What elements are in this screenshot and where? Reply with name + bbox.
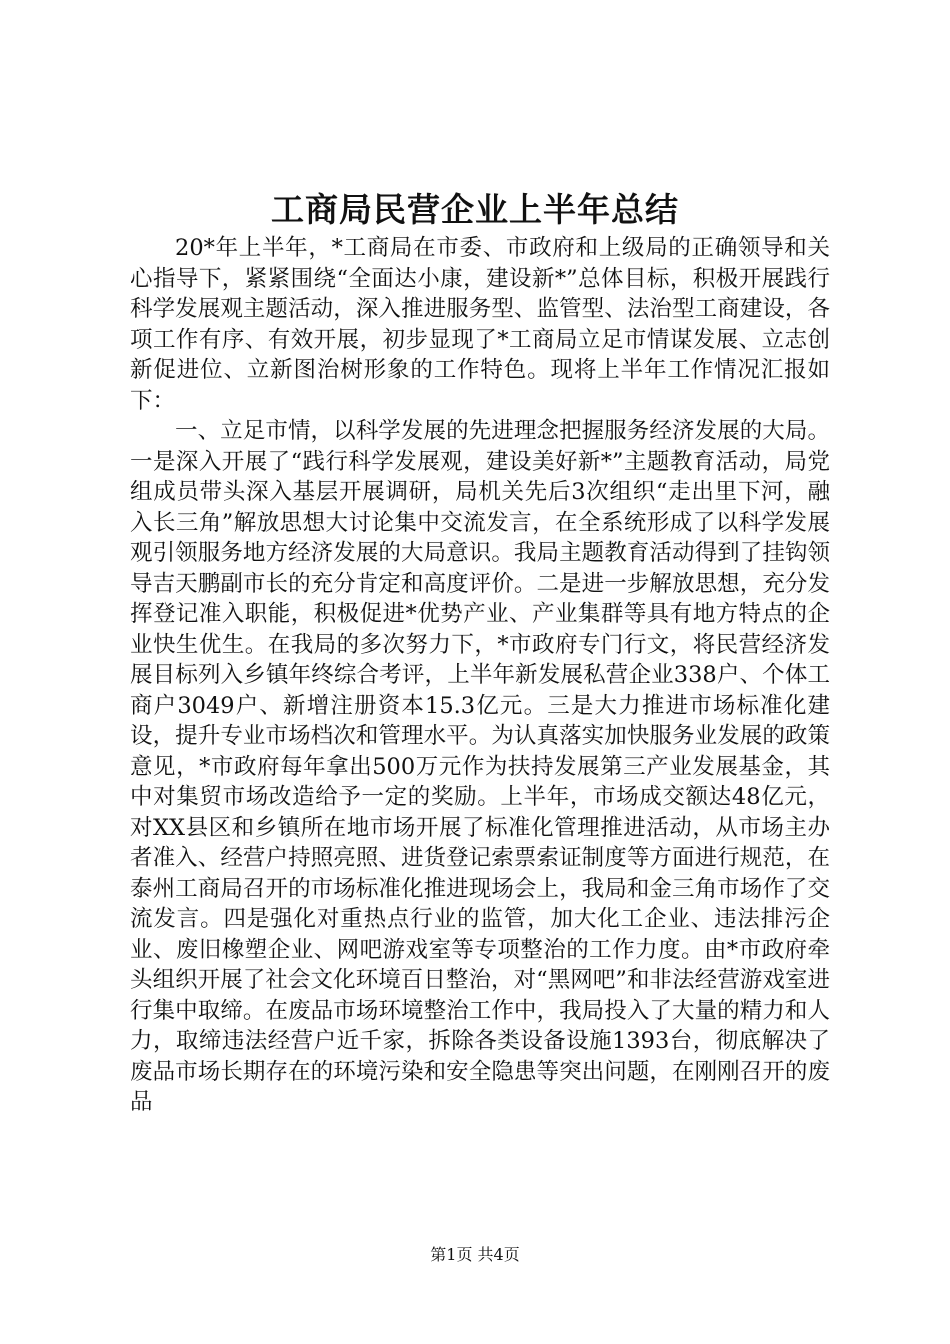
document-title: 工商局民营企业上半年总结 (271, 190, 679, 229)
intro-paragraph: 20*年上半年，*工商局在市委、市政府和上级局的正确领导和关心指导下，紧紧围绕“全面达小康，建设新*”总体目标，积极开展践行科学发展观主题活动，深入推进服务型、监管型、法治型工商建设，各项工作有序、有效开展，初步显现了*工商局立足市情谋发展、立志创新促进位、立新图治树形象的工作特色。现将上半年工作情况汇报如下： (130, 235, 830, 414)
page-number: 第1页 共4页 (430, 1245, 520, 1264)
section-one-paragraph: 一、立足市情，以科学发展的先进理念把握服务经济发展的大局。一是深入开展了“践行科学发展观，建设美好新*”主题教育活动，局党组成员带头深入基层开展调研，局机关先后3次组织“走出里下河，融入长三角”解放思想大讨论集中交流发言，在全系统形成了以科学发展观引领服务地方经济发展的大局意识。我局主题教育活动得到了挂钩领导吉天鹏副市长的充分肯定和高度评价。二是进一步解放思想，充分发挥登记准入职能，积极促进*优势产业、产业集群等具有地方特点的企业快生优生。在我局的多次努力下，*市政府专门行文，将民营经济发展目标列入乡镇年终综合考评，上半年新发展私营企业338户、个体工商户3049户、新增注册资本15.3亿元。三是大力推进市场标准化建设，提升专业市场档次和管理水平。为认真落实加快服务业发展的政策意见，*市政府每年拿出500万元作为扶持发展第三产业发展基金，其中对集贸市场改造给予一定的奖励。上半年，市场成交额达48亿元，对XX县区和乡镇所在地市场开展了标准化管理推进活动，从市场主办者准入、经营户持照亮照、进货登记索票索证制度等方面进行规范，在泰州工商局召开的市场标准化推进现场会上，我局和金三角市场作了交流发言。四是强化对重热点行业的监管，加大化工企业、违法排污企业、废旧橡塑企业、网吧游戏室等专项整治的工作力度。由*市政府牵头组织开展了社会文化环境百日整治，对“黑网吧”和非法经营游戏室进行集中取缔。在废品市场环境整治工作中，我局投入了大量的精力和人力，取缔违法经营户近千家，拆除各类设备设施1393台，彻底解决了废品市场长期存在的环境污染和安全隐患等突出问题，在刚刚召开的废品 (130, 418, 830, 1115)
page-footer (0, 1244, 950, 1266)
document-body (130, 233, 830, 1118)
